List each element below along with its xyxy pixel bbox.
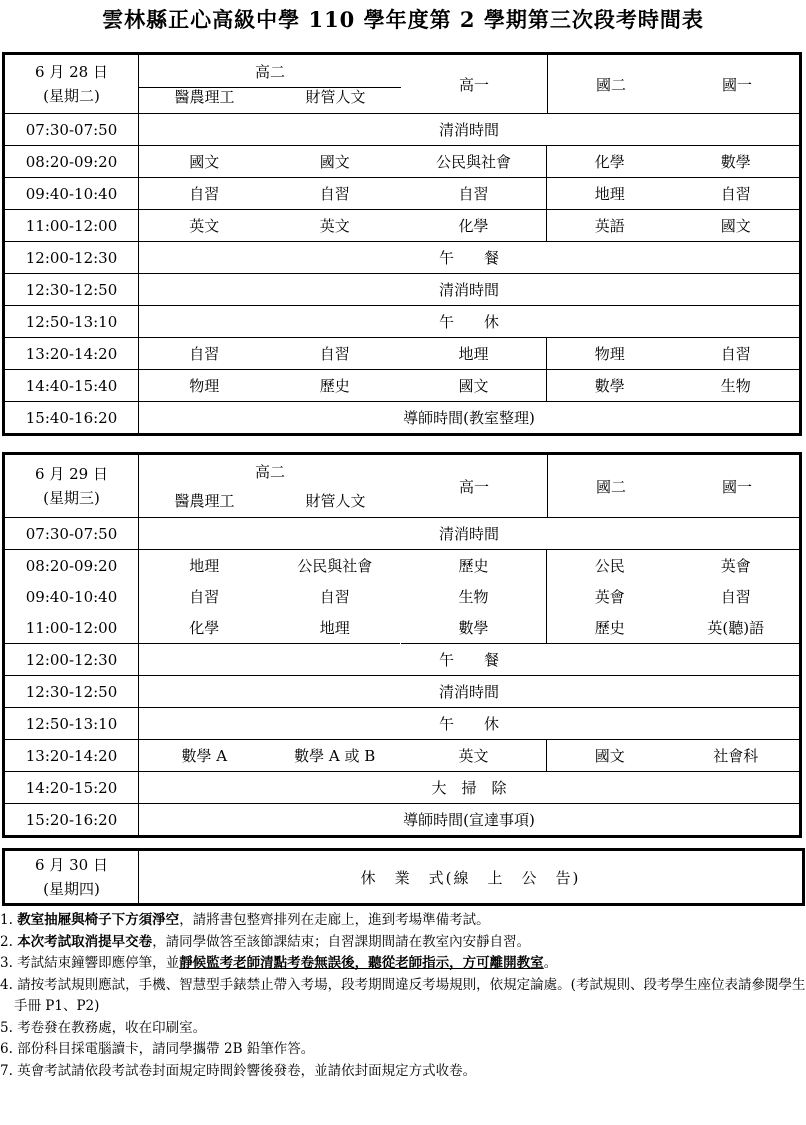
- subject-cell: 地理: [547, 178, 673, 210]
- period-activity: 大 掃 除: [139, 772, 801, 804]
- subject-cell: 地理: [189, 557, 220, 575]
- weekday: (星期二): [43, 87, 100, 105]
- subject-cell: 自習: [720, 588, 751, 606]
- period-activity: 午 餐: [139, 242, 801, 274]
- subject-cell: 數學: [547, 370, 673, 402]
- period-activity: 清消時間: [139, 114, 801, 146]
- schedule-row: [4, 210, 801, 242]
- schedule-row: [4, 676, 801, 708]
- subject-cell: 國文: [401, 370, 547, 402]
- time-slot: 07:30-07:50: [4, 518, 139, 550]
- subject-cell: 自習: [270, 178, 401, 210]
- subject-cell: 自習: [189, 588, 220, 606]
- subject-cell: 生物: [458, 588, 489, 606]
- time-slot: 07:30-07:50: [4, 114, 139, 146]
- subject-cell: 社會科: [673, 740, 801, 772]
- schedule-row: [4, 146, 801, 178]
- junior-grade-2-label: 國二: [547, 455, 674, 517]
- schedule-row: [4, 772, 801, 804]
- subject-cell: 自習: [139, 338, 270, 370]
- note-2: 2. 本次考試取消提早交卷，請同學做答至該節課結束；自習課期間請在教室內安靜自習。: [0, 933, 531, 950]
- track-science-label: 醫農理工: [174, 88, 235, 106]
- schedule-row: [4, 306, 801, 338]
- subject-cell: 化學: [547, 146, 673, 178]
- schedule-row: [4, 518, 801, 550]
- time-slot: 15:20-16:20: [4, 804, 139, 837]
- schedule-row: [4, 740, 801, 772]
- subject-cell: 英文: [270, 210, 401, 242]
- closing-ceremony: 休 業 式(線 上 公 告): [139, 850, 804, 905]
- subject-cell: 自習: [270, 338, 401, 370]
- junior-grade-1-label: 國一: [721, 75, 752, 94]
- subject-cell: 化學: [401, 210, 547, 242]
- schedule-row: [4, 550, 801, 582]
- time-slot: 12:00-12:30: [4, 242, 139, 274]
- time-slot: 12:50-13:10: [4, 306, 139, 338]
- weekday: (星期三): [43, 489, 100, 507]
- subject-cell: 自習: [139, 178, 270, 210]
- time-slot: 09:40-10:40: [4, 581, 139, 612]
- subject-cell: 物理: [139, 370, 270, 402]
- time-slot: 12:30-12:50: [4, 676, 139, 708]
- junior-grade-2-label: 國二: [547, 55, 674, 113]
- schedule-row: [4, 242, 801, 274]
- schedule-day1: [2, 52, 802, 436]
- subject-cell: 自習: [673, 338, 801, 370]
- subject-cell: 數學: [458, 619, 489, 637]
- note-3: 3. 考試結束鐘響即應停筆，並靜候監考老師清點考卷無誤後，聽從老師指示，方可離開教室。: [0, 955, 558, 971]
- subject-cell: 自習: [673, 178, 801, 210]
- subject-cell: 國文: [139, 146, 270, 178]
- subject-cell: 化學: [189, 619, 220, 637]
- time-slot: 12:50-13:10: [4, 708, 139, 740]
- subject-cell: 數學 A 或 B: [270, 740, 401, 772]
- grade-header: [139, 54, 801, 114]
- period-activity: 午 餐: [139, 644, 801, 676]
- time-slot: 08:20-09:20: [4, 550, 139, 582]
- subject-cell: 自習: [319, 588, 350, 606]
- subject-cell: 公民與社會: [401, 146, 547, 178]
- notes: [0, 910, 806, 1082]
- track-humanities-label: 財管人文: [305, 492, 366, 510]
- period-activity: 清消時間: [139, 518, 801, 550]
- note-6: 6. 部份科目採電腦讀卡，請同學攜帶 2B 鉛筆作答。: [0, 1041, 315, 1057]
- time-slot: 11:00-12:00: [4, 612, 139, 644]
- schedule-row: [4, 804, 801, 837]
- time-slot: 14:20-15:20: [4, 772, 139, 804]
- note-1: 1. 教室抽屜與椅子下方須淨空，請將書包整齊排列在走廊上，進到考場準備考試。: [0, 912, 490, 928]
- subject-cell: 英(聽)語: [707, 619, 765, 637]
- track-humanities-label: 財管人文: [305, 88, 366, 106]
- schedule-row: [4, 581, 801, 612]
- subject-cell: 歷史: [270, 370, 401, 402]
- time-slot: 12:00-12:30: [4, 644, 139, 676]
- subject-cell: 數學 A: [139, 740, 270, 772]
- time-slot: 14:40-15:40: [4, 370, 139, 402]
- note-5: 5. 考卷發在教務處，收在印刷室。: [0, 1019, 207, 1036]
- schedule-row: [4, 274, 801, 306]
- page-title: 雲林縣正心高級中學 110 學年度第 2 學期第三次段考時間表: [102, 7, 704, 32]
- subject-cell: 生物: [673, 370, 801, 402]
- subject-cell: 地理: [401, 338, 547, 370]
- period-activity: 午 休: [139, 708, 801, 740]
- grade-header: [139, 454, 801, 518]
- date-cell: [4, 54, 139, 114]
- time-slot: 11:00-12:00: [4, 210, 139, 242]
- junior-grade-1-label: 國一: [721, 477, 752, 496]
- date: 6 月 28 日: [35, 63, 108, 81]
- subject-cell: 自習: [401, 178, 547, 210]
- note-4: 4. 請按考試規則應試，手機、智慧型手錶禁止帶入考場，段考期間違反考場規則，依規定論處。(考試規則、段考學生座位表請參閱學生手冊 P1、P2): [0, 976, 806, 1014]
- subject-cell: 英文: [139, 210, 270, 242]
- subject-cell: 國文: [673, 210, 801, 242]
- date: 6 月 29 日: [35, 465, 108, 483]
- subject-cell: 英文: [401, 740, 547, 772]
- schedule-row: [4, 178, 801, 210]
- grade-10-label: 高一: [458, 477, 489, 496]
- date-cell: [4, 454, 139, 518]
- schedule-day3: [2, 848, 805, 906]
- grade-11-label: 高二: [254, 463, 285, 481]
- time-slot: 15:40-16:20: [4, 402, 139, 435]
- subject-cell: 歷史: [547, 612, 673, 644]
- subject-cell: 公民與社會: [297, 557, 373, 575]
- date-cell: [4, 850, 139, 905]
- schedule-row: [4, 338, 801, 370]
- period-activity: 清消時間: [139, 274, 801, 306]
- time-slot: 13:20-14:20: [4, 338, 139, 370]
- time-slot: 12:30-12:50: [4, 274, 139, 306]
- subject-cell: 歷史: [458, 557, 489, 575]
- subject-cell: 英語: [547, 210, 673, 242]
- schedule-row: [4, 644, 801, 676]
- subject-cell: 國文: [270, 146, 401, 178]
- subject-cell: 地理: [319, 619, 350, 637]
- period-activity: 導師時間(教室整理): [139, 402, 801, 435]
- schedule-day2: [2, 452, 802, 838]
- period-activity: 清消時間: [139, 676, 801, 708]
- schedule-row: [4, 612, 801, 644]
- time-slot: 08:20-09:20: [4, 146, 139, 178]
- schedule-row: [4, 114, 801, 146]
- date: 6 月 30 日: [35, 856, 108, 874]
- subject-cell: 數學: [673, 146, 801, 178]
- period-activity: 午 休: [139, 306, 801, 338]
- subject-cell: 英會: [720, 557, 751, 575]
- subject-cell: 公民: [547, 550, 673, 582]
- subject-cell: 物理: [547, 338, 673, 370]
- track-science-label: 醫農理工: [174, 492, 235, 510]
- period-activity: 導師時間(宣達事項): [139, 804, 801, 837]
- weekday: (星期四): [43, 880, 100, 898]
- subject-cell: 國文: [547, 740, 673, 772]
- grade-10-label: 高一: [458, 75, 489, 94]
- grade-11-label: 高二: [254, 63, 285, 81]
- time-slot: 09:40-10:40: [4, 178, 139, 210]
- subject-cell: 英會: [547, 581, 673, 612]
- time-slot: 13:20-14:20: [4, 740, 139, 772]
- note-7: 7. 英會考試請依段考試卷封面規定時間鈴響後發卷，並請依封面規定方式收卷。: [0, 1062, 477, 1079]
- schedule-row: [4, 708, 801, 740]
- schedule-row: [4, 402, 801, 435]
- schedule-row: [4, 370, 801, 402]
